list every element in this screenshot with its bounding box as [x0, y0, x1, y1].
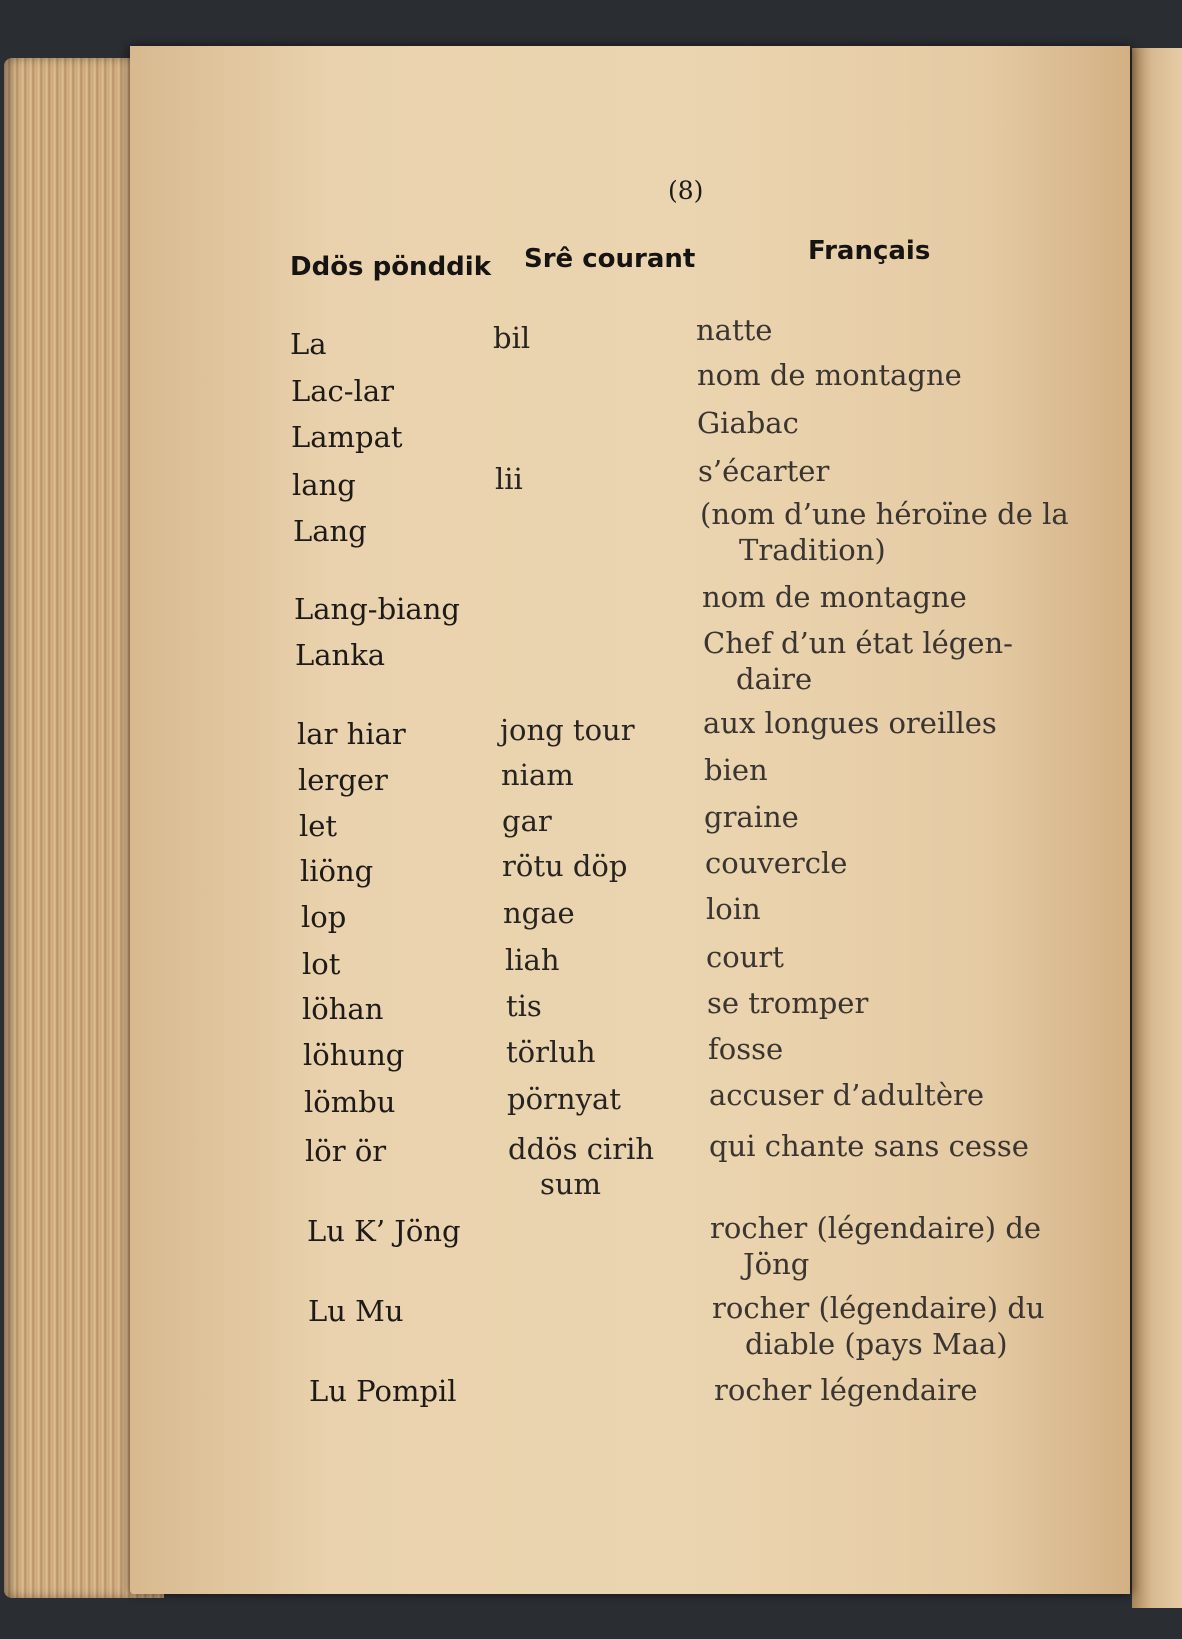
term-fr: Giabac [697, 406, 799, 440]
term-sre: jong tour [500, 713, 635, 747]
term-sre: ddös cirih [508, 1132, 655, 1166]
term-ddos: lömbu [304, 1085, 396, 1119]
term-fr-cont: Tradition) [739, 533, 886, 567]
term-ddos: liöng [300, 854, 374, 888]
term-sre: liah [505, 943, 560, 977]
term-fr: nom de montagne [702, 580, 967, 614]
term-fr: accuser d’adultère [709, 1078, 985, 1112]
page-number: (8) [668, 176, 704, 205]
term-fr: court [706, 940, 784, 974]
term-fr: fosse [708, 1032, 784, 1066]
term-fr: aux longues oreilles [703, 706, 997, 740]
term-ddos: lerger [298, 763, 388, 797]
header-sre-courant: Srê courant [524, 244, 696, 274]
term-fr-cont: Jöng [743, 1247, 810, 1281]
term-ddos: löhan [302, 992, 384, 1026]
term-fr: rocher (légendaire) de [710, 1211, 1042, 1245]
term-ddos: Lu K’ Jöng [307, 1214, 461, 1248]
term-sre: gar [502, 804, 552, 838]
term-fr: bien [704, 753, 768, 787]
term-ddos: Lu Mu [308, 1294, 404, 1328]
term-ddos: Lampat [291, 420, 403, 454]
term-sre: ngae [503, 896, 575, 930]
term-ddos: Lang-biang [294, 592, 460, 626]
term-fr: couvercle [705, 846, 848, 880]
term-ddos: lang [292, 468, 356, 502]
term-ddos: Lu Pompil [309, 1374, 457, 1408]
term-fr: (nom d’une héroïne de la [700, 497, 1069, 531]
header-ddos-ponddik: Ddös pönddik [290, 252, 491, 282]
term-sre: törluh [506, 1035, 596, 1069]
term-sre-cont: sum [540, 1167, 602, 1201]
term-fr: graine [704, 800, 799, 834]
term-fr: loin [706, 892, 761, 926]
term-fr: s’écarter [698, 454, 830, 488]
term-fr: natte [696, 313, 773, 347]
term-sre: rötu döp [502, 849, 628, 883]
term-fr: se tromper [707, 986, 869, 1020]
term-fr: rocher (légendaire) du [712, 1291, 1045, 1325]
term-ddos: lot [302, 947, 341, 981]
term-ddos: La [290, 327, 327, 361]
header-francais: Français [808, 236, 931, 266]
term-fr: rocher légendaire [714, 1373, 978, 1407]
term-sre: pörnyat [507, 1082, 621, 1116]
term-sre: lii [495, 462, 523, 496]
facing-page-edge [1132, 48, 1182, 1608]
term-fr: qui chante sans cesse [709, 1129, 1029, 1163]
term-ddos: lör ör [305, 1134, 387, 1168]
term-ddos: lop [301, 900, 347, 934]
term-ddos: Lang [293, 514, 367, 548]
term-ddos: löhung [303, 1038, 405, 1072]
term-sre: niam [501, 758, 574, 792]
show-through [1000, 240, 1008, 269]
term-ddos: let [299, 809, 338, 843]
term-ddos: Lac-lar [291, 374, 395, 408]
term-ddos: Lanka [295, 638, 386, 672]
term-sre: tis [506, 989, 542, 1023]
term-fr: nom de montagne [697, 358, 962, 392]
term-ddos: lar hiar [297, 717, 406, 751]
term-fr: Chef d’un état légen- [703, 626, 1013, 660]
term-fr-cont: diable (pays Maa) [745, 1327, 1008, 1361]
term-fr-cont: daire [736, 662, 813, 696]
term-sre: bil [493, 321, 531, 355]
